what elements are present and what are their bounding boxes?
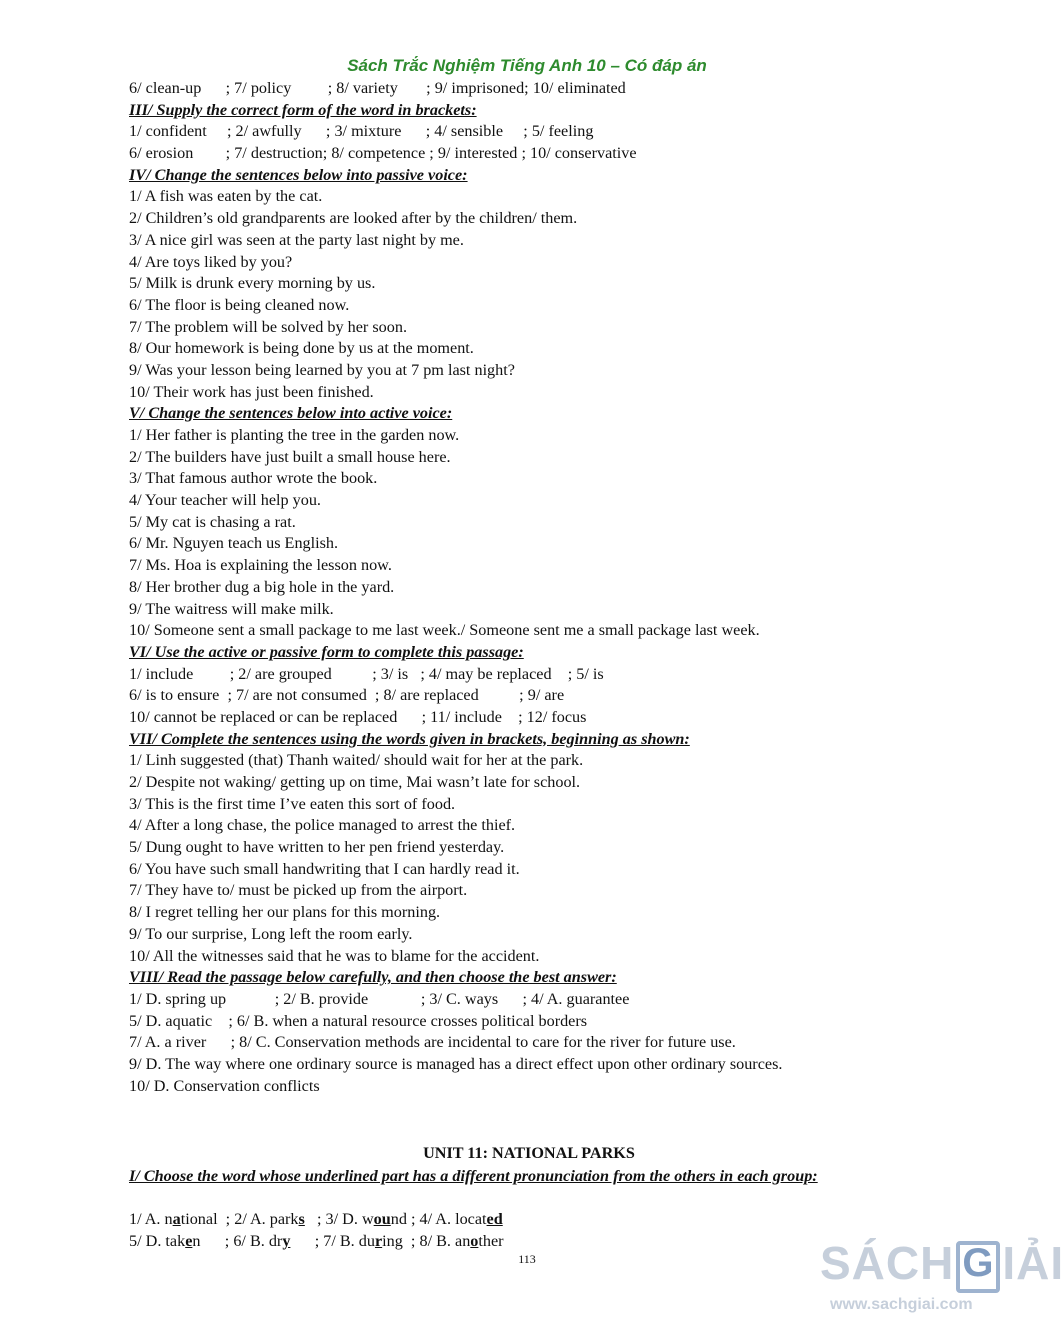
unit-answer-lines [129, 1209, 504, 1252]
answer-text: 8/ B. an [419, 1231, 471, 1250]
answer-line: 2/ Despite not waking/ getting up on time, Mai wasn’t late for school. [129, 773, 581, 791]
answer-line: 1/ include ; 2/ are grouped ; 3/ is ; 4/ may be replaced ; 5/ is [129, 664, 604, 683]
answer-text: nd ; [390, 1210, 420, 1228]
section-heading: VI/ Use the active or passive form to complete this passage: [129, 642, 524, 661]
answer-text: 2/ A. park [234, 1210, 299, 1228]
answer-text: ther [478, 1231, 504, 1250]
answer-line: 4/ Your teacher will help you. [129, 491, 321, 510]
answer-line: 8/ Our homework is being done by us at the moment. [129, 339, 474, 358]
answer-line: 9/ To our surprise, Long left the room early. [129, 924, 413, 943]
unit-title: UNIT 11: NATIONAL PARKS [423, 1144, 635, 1162]
answer-line: 1/ Linh suggested (that) Thanh waited/ should wait for her at the park. [129, 751, 584, 770]
answer-line: 7/ The problem will be solved by her soon. [129, 317, 407, 336]
underlined-part: o [470, 1231, 479, 1250]
answer-line: 10/ Someone sent a small package to me last week./ Someone sent me a small package last week. [129, 621, 760, 640]
unit-answer-row-1 [129, 1209, 504, 1231]
section-heading: IV/ Change the sentences below into passive voice: [129, 165, 468, 184]
underlined-part: s [298, 1210, 305, 1228]
underlined-part: ou [373, 1210, 391, 1228]
answer-line: 1/ A fish was eaten by the cat. [129, 187, 323, 206]
watermark-url: www.sachgiai.com [830, 1296, 973, 1313]
answer-line: 4/ Are toys liked by you? [129, 252, 293, 271]
answer-line: 9/ The waitress will make milk. [129, 599, 334, 618]
section-heading: VIII/ Read the passage below carefully, and then choose the best answer: [129, 968, 617, 987]
answer-key-content [129, 78, 929, 1097]
answer-text: 5/ D. tak [129, 1231, 186, 1250]
page-header: Sách Trắc Nghiệm Tiếng Anh 10 – Có đáp án [347, 56, 707, 75]
sachgiai-watermark [818, 1222, 1064, 1322]
watermark-logo-box: G [956, 1241, 1000, 1293]
answer-line: 6/ Mr. Nguyen teach us English. [129, 534, 339, 553]
unit-section-heading: I/ Choose the word whose underlined part has a different pronunciation from the others in each group: [129, 1167, 818, 1185]
answer-line: 6/ is to ensure ; 7/ are not consumed ; 8/ are replaced ; 9/ are [129, 686, 565, 705]
answer-line: 5/ Dung ought to have written to her pen friend yesterday. [129, 838, 505, 857]
answer-line: 1/ D. spring up ; 2/ B. provide ; 3/ C. ways ; 4/ A. guarantee [129, 989, 630, 1008]
answer-line: 5/ D. aquatic ; 6/ B. when a natural resource crosses political borders [129, 1011, 588, 1030]
watermark-logo: SÁCH G IẢI [820, 1236, 1064, 1293]
answer-line: 9/ Was your lesson being learned by you at 7 pm last night? [129, 360, 515, 379]
answer-text: 3/ D. w [325, 1210, 374, 1228]
answer-line: 6/ erosion ; 7/ destruction; 8/ competence ; 9/ interested ; 10/ conservative [129, 144, 637, 163]
answer-line: 7/ They have to/ must be picked up from the airport. [129, 881, 468, 900]
underlined-part: r [374, 1231, 383, 1250]
answer-line: 5/ My cat is chasing a rat. [129, 512, 296, 531]
answer-text: ing ; [382, 1231, 420, 1250]
answer-line: 7/ A. a river ; 8/ C. Conservation methods are incidental to care for the river for future use. [129, 1033, 736, 1052]
answer-text: ; [290, 1231, 324, 1250]
underlined-part: a [172, 1210, 181, 1228]
answer-line: 6/ clean-up ; 7/ policy ; 8/ variety ; 9/ imprisoned; 10/ eliminated [129, 79, 626, 97]
answer-line: 2/ The builders have just built a small house here. [129, 447, 451, 466]
underlined-part: ed [486, 1210, 503, 1228]
answer-text: 7/ B. du [323, 1231, 375, 1250]
page-number: 113 [518, 1252, 536, 1266]
section-heading: V/ Change the sentences below into active voice: [129, 404, 453, 423]
answer-line: 2/ Children’s old grandparents are looked after by the children/ them. [129, 209, 578, 228]
answer-line: 10/ Their work has just been finished. [129, 382, 374, 401]
underlined-part: y [282, 1231, 291, 1250]
underlined-part: e [185, 1231, 193, 1250]
answer-line: 6/ You have such small handwriting that I can hardly read it. [129, 859, 520, 878]
answer-line: 3/ This is the first time I’ve eaten this sort of food. [129, 794, 456, 813]
answer-line: 7/ Ms. Hoa is explaining the lesson now. [129, 556, 392, 575]
answer-line: 1/ confident ; 2/ awfully ; 3/ mixture ; 4/ sensible ; 5/ feeling [129, 122, 594, 141]
answer-text: tional ; [180, 1210, 235, 1228]
answer-text: n ; [192, 1231, 234, 1250]
answer-line: 10/ All the witnesses said that he was to blame for the accident. [129, 946, 540, 965]
section-heading: III/ Supply the correct form of the word in brackets: [129, 100, 477, 119]
answer-line: 10/ cannot be replaced or can be replaced ; 11/ include ; 12/ focus [129, 707, 587, 726]
answer-text: 1/ A. n [129, 1210, 173, 1228]
answer-line: 6/ The floor is being cleaned now. [129, 295, 350, 314]
section-heading: VII/ Complete the sentences using the words given in brackets, beginning as shown: [129, 729, 690, 748]
answer-line: 5/ Milk is drunk every morning by us. [129, 274, 376, 293]
answer-line: 3/ A nice girl was seen at the party last night by me. [129, 230, 464, 249]
answer-line: 3/ That famous author wrote the book. [129, 469, 378, 488]
answer-line: 8/ Her brother dug a big hole in the yard. [129, 577, 395, 596]
answer-text: 6/ B. dr [233, 1231, 283, 1250]
unit-answer-row-2 [129, 1231, 504, 1253]
answer-text: 4/ A. locat [419, 1210, 487, 1228]
answer-line: 9/ D. The way where one ordinary source is managed has a direct effect upon other ordinary sources. [129, 1054, 783, 1073]
answer-line: 4/ After a long chase, the police managed to arrest the thief. [129, 816, 516, 835]
answer-text: ; [304, 1210, 326, 1228]
answer-line: 8/ I regret telling her our plans for this morning. [129, 903, 441, 922]
answer-line: 10/ D. Conservation conflicts [129, 1076, 320, 1095]
answer-line: 1/ Her father is planting the tree in the garden now. [129, 426, 460, 444]
